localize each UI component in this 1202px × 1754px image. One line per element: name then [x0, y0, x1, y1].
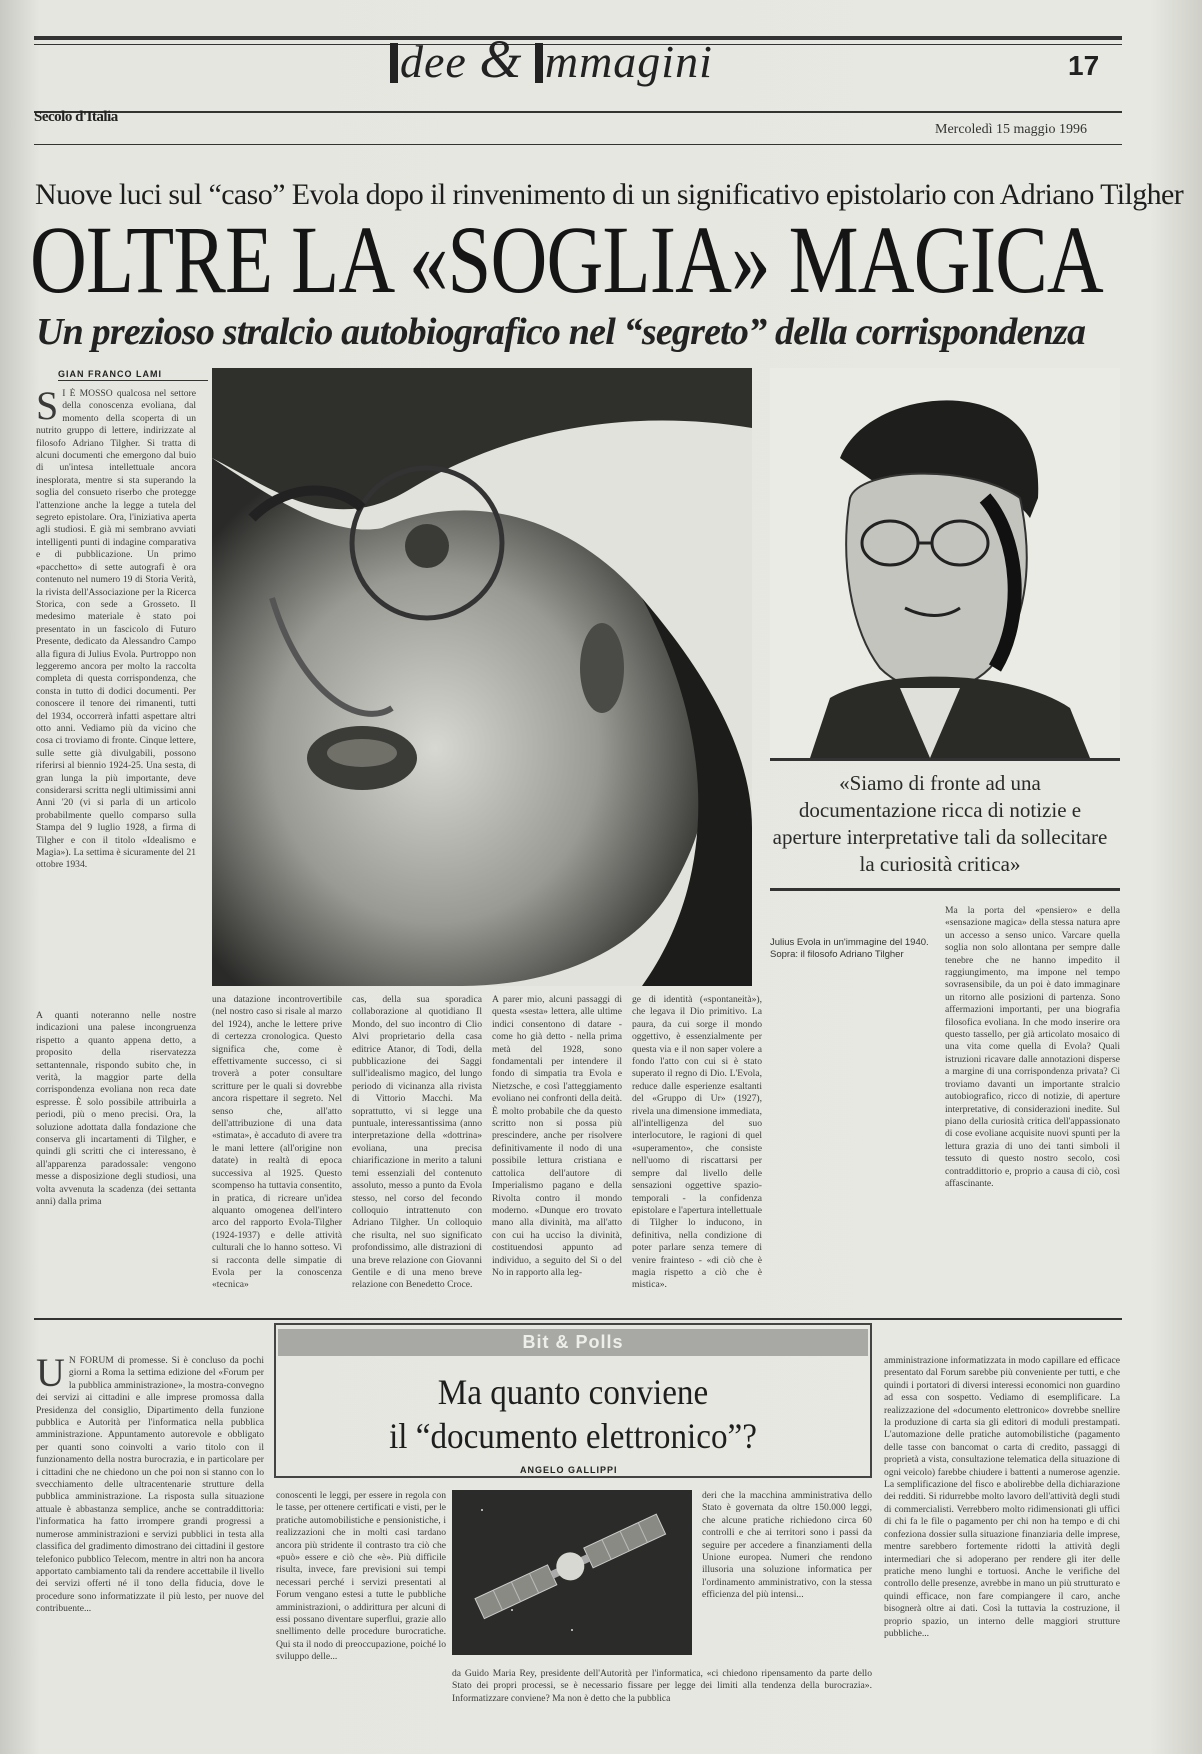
bit-col-a-text: N FORUM di promesse. Si è concluso da pochi giorni a Roma la settima edizione del «Forum per la pubblica amministrazione», la mostra-convegno dei servizi ai cittadini e alle imprese promossa dalla Presidenza del consiglio, Dipartimento della funzione pubblica e Autorità per l'informatica nella pubblica amministrazione. Appuntamento autorevole e obbligato per quanti sono coinvolti a vario titolo con il funzionamento della nostra burocrazia, e in particolare per i cittadini che ne chiedono un che poi non si stanno con lo svecchiamento delle ultracentenarie strutture della pubblica amministrazione. La risposta sulla situazione attuale è abbastanza semplice, anche se contraddittoria: l'informatica ha fatto irrompere grandi progressi a numerose amministrazioni e servizi pubblici in testa alla classifica del gradimento dimostrano dei cittadini il gestore telefonico pubblico Telecom, mentre in altri non ha ancora apportato cambiamento tali da rendere accettabile il livello dei servizi offerti né il tono della fiducia, dove le procedure sono informatizzate il più lesto, per nuove del contribuente... — [36, 1355, 264, 1615]
pull-quote: «Siamo di fronte ad una documentazione ricca di notizie e aperture interpretative tali da sollecitare la curiosità critica» — [772, 771, 1108, 876]
issue-date: Mercoledì 15 maggio 1996 — [935, 122, 1088, 137]
bit-byline: ANGELO GALLIPPI — [520, 1465, 618, 1475]
bit-dropcap: U — [36, 1355, 65, 1395]
evola-photo — [212, 368, 752, 986]
col2-text: una datazione incontrovertibile (nel nostro caso si risale al marzo del 1924), anche le lettere prive di certezza cronologica. Questo significa che, come è effettivamente successo, ci si troverà a poter consultare scritture per le quali si dovrebbe ancora rispettare il segreto. Nel senso che, all'atto dell'attribuzione di una data «stimata», è accaduto di avere tra le mani lettere (all'origine non datate) in realtà di epoca successiva al 1925. Questo scompenso ha tuttavia consentito, in pratica, di ricreare un'idea alquanto omogenea dell'intero arco del rapporto Evola-Tilgher (1924-1937) e delle attività culturali che lo hanno sotteso. Vi si racconta delle simpatie di Evola per la conoscenza «tecnica» — [212, 994, 342, 1291]
bit-section-label: Bit & Polls — [522, 1332, 624, 1352]
col6-text: Ma la porta del «pensiero» e della «sensazione magica» della stessa natura apre un accesso a senso unico. Varcare quella soglia non solo allontana per sempre dalle tenebre che ne hanno impedito il raggiungimento, ma impone nel tempo sovrasensibile, da un poi è dato immaginare un ritorno alle posizioni di partenza. Sono affermazioni importanti, per una biografia filosofica evoliana. In che modo inserire ora questo tassello, per già articolato mosaico di una vita come quella di Evola? Quali istruzioni ricavare dalle annotazioni disperse a margine di una corrispondenza privata? Ci troviamo davanti un importante stralcio autobiografico, ricco di notizie, di aperture interpretative, di considerazioni inedite. Sul piano della curiosità critica dell'appassionato di cose evoliane acquisite nuovi spunti per la lettura grazia di uno dei tanti simboli il tessuto di questo nostro secolo, così contraddittorio e, proprio a causa di ciò, così affascinante. — [945, 905, 1120, 1189]
article-headline: OLTRE LA «SOGLIA» MAGICA — [30, 206, 1103, 313]
section-divider — [34, 1318, 1122, 1320]
evola-portrait-illustration — [212, 368, 752, 986]
section-word-2: mmagini — [544, 36, 713, 87]
ampersand: & — [479, 29, 523, 89]
bit-headline-line-2: il “documento elettronico”? — [389, 1416, 757, 1456]
bit-column-c-bottom — [452, 1668, 872, 1750]
section-initial-bar-2 — [535, 43, 543, 83]
tilgher-portrait-illustration — [770, 368, 1120, 758]
col5-text: ge di identità («spontaneità»), che legava il Dio primitivo. La paura, da cui sorge il mondo oggettivo, è essenzialmente per questa via e il non saper volere a fondo l'atto con cui si è stato superato il regno di Dio. L'Evola, reduce dalle esperienze esaltanti del «Gruppo di Ur» (1927), rivela una dimensione immediata, all'intelligenza del suo interlocutore, le ragioni di quel «superamento», che consiste nell'uomo di riscattarsi per sempre dal livello delle sensazioni oggettive spazio-temporali - la confidenza epistolare e l'apertura intellettuale di Tilgher lo inducono, in definitiva, nella condizione di poter parlare senza temere di venire frainteso - «di ciò che è magia rispetto a ciò che è mistica». — [632, 994, 762, 1291]
bit-col-d-text: amministrazione informatizzata in modo capillare ed efficace presentato dal Forum sarebbe più conveniente per tutti, e che quindi i portatori di diversi interessi economici non guardino ad essa con sospetto. Vediamo di esemplificare. La realizzazione del «documento elettronico» dovrebbe snellire la produzione di carta sia gli editori di moduli prestampati. L'automazione delle pratiche automobilistiche (pagamento delle tasse con bancomat o carta di credito, passaggi di proprietà a vista, consultazione telematica della situazione di ogni veicolo) farebbe chiudere i battenti a numerose agenzie. La semplificazione del fisco e abolirebbe della dichiarazione dei redditi. Si ridurrebbe molto lavoro dell'attività degli studi di commercialisti. Verrebbero molto ridimensionati gli uffici di chi fa le file o pagamento per chi non ha tempo e di chi confeziona dossier sulla situazione finanziaria delle imprese, mentre sarebbero fortemente ridotti la attività degli intermediari che si adoperano per rendere gli iter delle pratiche meno lunghi e tortuosi. Anche le verifiche del controllo delle presenze, avrebbe in mano un più strutturato e quindi efficace, non fare compiangere il caro, anche bisognerà oltre ai dati. Così la tuttavia la costruzione, il proprio spazio, un interno delle maggiori strutture pubbliche... — [884, 1355, 1120, 1639]
col1-top-text: I È MOSSO qualcosa nel settore della conoscenza evoliana, dal momento della scoperta di un nutrito gruppo di lettere, indirizzate al filosofo Adriano Tilgher. Si tratta di alcuni documenti che emergono dal buio di un'intesa intellettuale ancora inesplorata, mentre si sta superando la soglia del consueto riserbo che protegge l'attenzione anche la legge a tutela del segreto epistolare. Ora, l'iniziativa aperta agli studiosi. E già mi sembrano avviati intelligenti punti di indagine comparativa e di pubblicazione. Un primo «pacchetto» di sette autografi è ora contenuto nel numero 19 di Storia Verità, la rivista dell'Associazione per la Ricerca Storica, con sede a Grosseto. Il medesimo materiale è stato poi presentato in un fascicolo di Futuro Presente, dedicato da Alessandro Campo alla figura di Julius Evola. Purtroppo non leggeremo ancora per molto la raccolta completa di questa corrispondenza, che consta in tutto di dodici documenti. Per conoscere il tenore dei rimanenti, tutti del 1934, occorrerà infatti aspettare altri otto anni. Vediamo più da vicino che cosa ci troviamo di fronte. Cinque lettere, sulle sette già divulgabili, possono riferirsi al biennio 1924-25. Una sesta, di gran lunga la più importante, deve considerarsi scritta negli ultimissimi anni Anni '20 (vi si parla di un articolo probabilmente quello comparso sulla Stampa del 9 luglio 1928, a firma di Tilgher e con il titolo «Idealismo e Magia»). La settima è sicuramente del 21 ottobre 1934. — [36, 388, 196, 871]
section-title — [390, 28, 713, 90]
section-word-1: dee — [400, 36, 467, 87]
satellite-photo — [452, 1490, 692, 1655]
bit-col-b-text: conoscenti le leggi, per essere in regola con le tasse, per ottenere certificati e visti, per le pratiche automobilistiche e pensionistiche, i realizzazioni che in molti casi tardano ancora più stridente il contrasto tra ciò che «può» essere e ciò che «è». Più difficile risulta, invece, fare previsioni sui tempi necessari perché i servizi presentati al Forum vengano estesi a tutte le pubbliche amministrazioni, o addirittura per alcuni di essi possano diventare superflui, grazie allo snellimento delle procedure burocratiche. Qui sta il nodo di preoccupazione, poiché lo sviluppo delle... — [276, 1490, 446, 1663]
bit-column-c — [702, 1490, 872, 1665]
col4-text: A parer mio, alcuni passaggi di questa «sesta» lettera, alle ultime indici consentono di datare - come ho già detto - nella prima metà del 1928, sono fondamentali per intendere il fondo di simpatia tra Evola e Nietzsche, e così l'atteggiamento evoliano nei confronti della deità. È molto probabile che da questo scritto non si possa più prescindere, anche per risolvere definitivamente il nodo di una possibile lettura cristiana e cattolica dell'autore di Imperialismo pagano e della Rivolta contro il mondo moderno. «Dunque ero trovato mano alla divinità, ma all'atto con cui ha ucciso la divinità, costituendosi appunto ad individuo, a seguito del Sì o del No in rapporto alla leg- — [492, 994, 622, 1278]
tilgher-sketch — [770, 368, 1120, 758]
article-byline: GIAN FRANCO LAMI — [58, 369, 162, 379]
article-kicker: Nuove luci sul “caso” Evola dopo il rinvenimento di un significativo epistolario con Adriano Tilgher — [35, 178, 1184, 211]
section-initial-bar — [390, 43, 398, 83]
bit-section-banner — [278, 1329, 868, 1356]
col1-bottom-text: A quanti noteranno nelle nostre indicazioni una palese incongruenza rispetto a quanto appena detto, a proposito della riservatezza settantennale, rispondo subito che, in verità, la maggior parte della corrispondenza evoliana non reca date espresse. È solo possibile attribuirla a periodi, più o meno precisi. Ora, la soluzione adottata dalla fondazione che conserva gli incartamenti di Tilgher, e quindi gli scritti che ci interessano, è all'apparenza paradossale: vengono messe a disposizione degli studiosi, una volta avvenuta la scadenza (dei settanta anni) dalla prima — [36, 1010, 196, 1208]
article-column-1-bottom — [36, 1010, 196, 1295]
pullquote-rule-top — [770, 758, 1120, 761]
bit-col-c-bottom-text: da Guido Maria Rey, presidente dell'Autorità per l'informatica, «ci chiedono ripensamento da parte dello Stato dei propri processi, se è necessario fissare per legge dei limiti alla tendenza della burocrazia». Informatizzare conviene? Ma non è detto che la pubblica — [452, 1668, 872, 1704]
bit-column-b — [276, 1490, 446, 1750]
article-column-6 — [945, 905, 1120, 1295]
masthead-rule-2 — [34, 144, 1122, 145]
article-column-5 — [632, 994, 762, 1294]
col3-text: cas, della sua sporadica collaborazione al quotidiano Il Mondo, del suo incontro di Clio Alvi proprietario della casa editrice Atanor, di Todi, della pubblicazione dei Saggi sull'idealismo magico, del lungo periodo di vicinanza alla rivista di Vittorio Macchi. Ma soprattutto, vi si legge una puntuale, interessantissima (anno interpretazione della «dottrina» evoliana, una precisa chiarificazione in merito a taluni temi essenziali del contenuto assoluto, messo a punto da Evola stesso, nel corso del fecondo colloquio intrattenuto con Adriano Tilgher. Un colloquio che risulta, nel suo significato profondissimo, alle distrazioni di una breve relazione con Giovanni Gentile e di una meno breve relazione con Benedetto Croce. — [352, 994, 482, 1291]
article-subheadline: Un prezioso stralcio autobiografico nel “segreto” della corrispondenza — [36, 311, 1086, 353]
article-column-2 — [212, 994, 342, 1294]
dropcap: S — [36, 388, 59, 428]
photo-caption: Julius Evola in un'immagine del 1940. Sopra: il filosofo Adriano Tilgher — [770, 937, 929, 960]
bit-column-d — [884, 1355, 1120, 1750]
bit-headline — [302, 1370, 845, 1458]
article-column-1 — [36, 388, 196, 1006]
satellite-illustration — [452, 1490, 692, 1655]
masthead-rule — [34, 111, 1122, 113]
bit-col-c-text: deri che la macchina amministrativa dello Stato è governata da oltre 150.000 leggi, che alcune pratiche richiedono circa 60 controlli e che ai territori sono i passi da seguire per accedere a finanziamenti della Unione europea. Numeri che rendono illusoria una soluzione informatica per l'ordinamento amministrativo, con la stessa efficienza del più intensi... — [702, 1490, 872, 1601]
pullquote-rule-bottom — [770, 888, 1120, 891]
bit-headline-line-1: Ma quanto conviene — [437, 1372, 709, 1412]
bit-column-a — [36, 1355, 264, 1750]
page-number: 17 — [1068, 50, 1100, 81]
article-column-3 — [352, 994, 482, 1294]
article-column-4 — [492, 994, 622, 1294]
newspaper-name: Secolo d'Italia — [34, 109, 118, 125]
byline-rule — [58, 380, 208, 381]
